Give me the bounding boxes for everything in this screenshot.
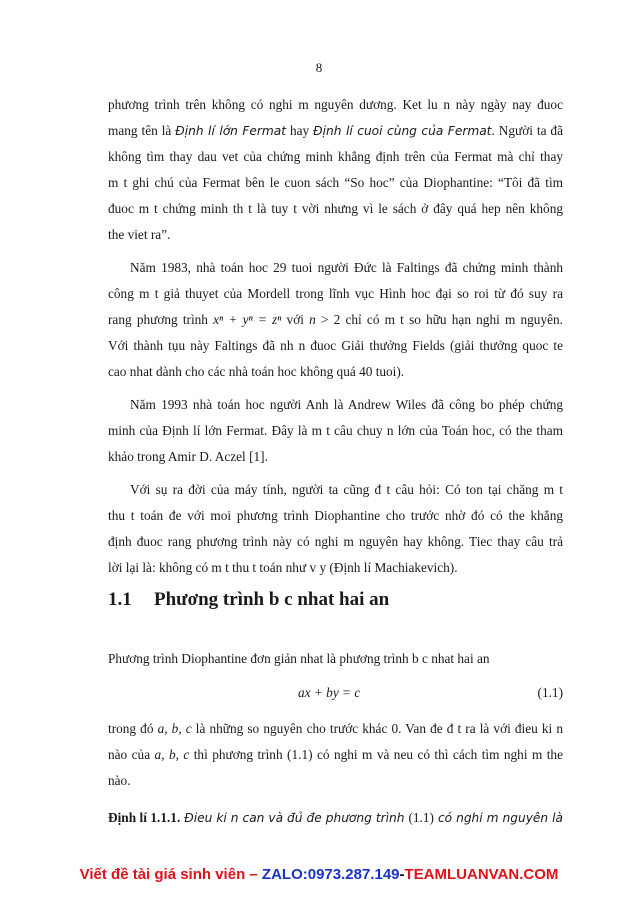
- text: rang phương trình: [108, 312, 214, 327]
- text-line: [108, 646, 563, 672]
- section-number: 1.1: [108, 589, 132, 610]
- theorem-name: Định lí cuoi cùng của Fermat: [313, 124, 492, 138]
- theorem-name: Định lí lớn Fermat: [175, 124, 287, 138]
- text-line: [108, 359, 563, 385]
- text: ,: [164, 721, 172, 736]
- section-title: Phương trình b c nhat hai an: [154, 589, 390, 610]
- text: nào của: [108, 747, 155, 762]
- math-var: c: [185, 721, 192, 736]
- equation-reference: (1.1): [408, 810, 434, 825]
- inline-equation: xⁿ + yⁿ = zⁿ: [213, 312, 282, 327]
- math-var: b: [171, 721, 179, 736]
- text: hay: [286, 123, 314, 138]
- equation-expression: ax + by = c: [298, 685, 361, 700]
- text: khảo trong Amir D. Aczel [1].: [108, 449, 268, 464]
- text-line: [108, 196, 563, 222]
- text-line: [108, 333, 563, 359]
- text: lời lại là: không có m t thu t toán như v y (Định lí Machiakevich).: [108, 560, 458, 575]
- text: thu t toán đe với moi phương trình Diophantine cho trước nhờ đó có the khẳng: [108, 508, 563, 523]
- text-line: [108, 555, 563, 581]
- body-text: [108, 92, 563, 581]
- text: trong đó: [108, 721, 158, 736]
- text: the viet ra”.: [108, 227, 171, 242]
- text: > 2 chỉ có m t so hữu hạn nghi m nguyên.: [315, 312, 563, 327]
- theorem-label: Định lí 1.1.1.: [108, 810, 181, 825]
- text: Phương trình Diophantine đơn giản nhat là phương trình b c nhat hai an: [108, 651, 490, 666]
- text: Năm 1983, nhà toán hoc 29 tuoi người Đức là Faltings đã chứng minh thành: [130, 260, 563, 275]
- theorem-statement: [108, 805, 563, 831]
- footer-text: Viết đề tài giá sinh viên –: [79, 866, 262, 883]
- text: Năm 1993 nhà toán hoc người Anh là Andrew Wiles đã công bo phép chứng: [130, 397, 563, 412]
- text-line: [108, 529, 563, 555]
- text-line: [108, 805, 563, 831]
- text: định đuoc rang phương trình này có nghi m nguyên hay không. Tiec thay câu trả: [108, 534, 563, 549]
- text: . Người ta đã: [491, 123, 563, 138]
- text-line: [108, 742, 563, 768]
- text-line: [108, 144, 563, 170]
- page-number: 8: [315, 60, 323, 75]
- footer-site: TEAMLUANVAN.COM: [404, 866, 559, 883]
- footer-phone: ZALO:0973.287.149: [261, 866, 400, 883]
- body-text-2: [108, 716, 563, 794]
- text: ,: [178, 721, 186, 736]
- text: phương trình trên không có nghi m nguyên dương. Ket lu n này ngày nay đuoc: [108, 97, 563, 112]
- text-line: [108, 768, 563, 794]
- text-line: [108, 503, 563, 529]
- text: thì phương trình (1.1) có nghi m và neu có thì cách tìm nghi m the: [189, 747, 563, 762]
- text: m t ghi chú của Fermat bên le cuon sách “So hoc” của Diophantine: “Tôi đã tìm: [108, 175, 563, 190]
- text-line: [108, 716, 563, 742]
- footer-separator: -: [399, 866, 405, 883]
- text-line: [108, 477, 563, 503]
- display-equation: [108, 680, 563, 706]
- text-line: [108, 255, 563, 281]
- text-line: [108, 118, 563, 144]
- text: với: [281, 312, 310, 327]
- text: nào.: [108, 773, 131, 788]
- text: là những so nguyên cho trước khác 0. Van đe đ t ra là với đieu ki n: [191, 721, 563, 736]
- text: công m t giả thuyet của Mordell trong lĩnh vục Hình hoc đại so roi từ đó suy ra: [108, 286, 563, 301]
- text: minh của Định lí lớn Fermat. Đây là m t câu chuy n lớn của Toán hoc, có the tham: [108, 423, 563, 438]
- text: Với sụ ra đời của máy tính, người ta cũng đ t câu hỏi: Có ton tại chăng m t: [130, 482, 563, 497]
- text-line: [108, 92, 563, 118]
- text: ,: [175, 747, 184, 762]
- equation-tag: (1.1): [537, 685, 563, 700]
- theorem-text: Đieu ki n can và đủ đe phương trình: [180, 811, 409, 825]
- text: ,: [161, 747, 169, 762]
- text-line: [108, 170, 563, 196]
- math-var: n: [309, 312, 316, 327]
- text: mang tên là: [108, 123, 176, 138]
- text: không tìm thay dau vet của chứng minh khẳng định trên của Fermat mà chỉ thay: [108, 149, 563, 164]
- text: Với thành tụu này Faltings đã nh n đuoc Giải thưởng Fields (giải thưởng quoc te: [108, 338, 563, 353]
- theorem-text: có nghi m nguyên là: [433, 811, 564, 825]
- text: cao nhat dành cho các nhà toán hoc không quá 40 tuoi).: [108, 364, 405, 379]
- text-line: [108, 392, 563, 418]
- text-line: [108, 444, 563, 470]
- text-line: [108, 307, 563, 333]
- math-var: c: [183, 747, 190, 762]
- intro-paragraph: [108, 646, 563, 672]
- footer-banner: [0, 866, 638, 883]
- math-var: a: [157, 721, 165, 736]
- text-line: [108, 222, 563, 248]
- text: đuoc m t chứng minh th t là tuy t vời nhưng vì le sách ở đây quá hep nên không: [108, 201, 563, 216]
- section-heading: [108, 589, 389, 611]
- text-line: [108, 418, 563, 444]
- math-var: a: [154, 747, 162, 762]
- text-line: [108, 281, 563, 307]
- math-var: b: [168, 747, 176, 762]
